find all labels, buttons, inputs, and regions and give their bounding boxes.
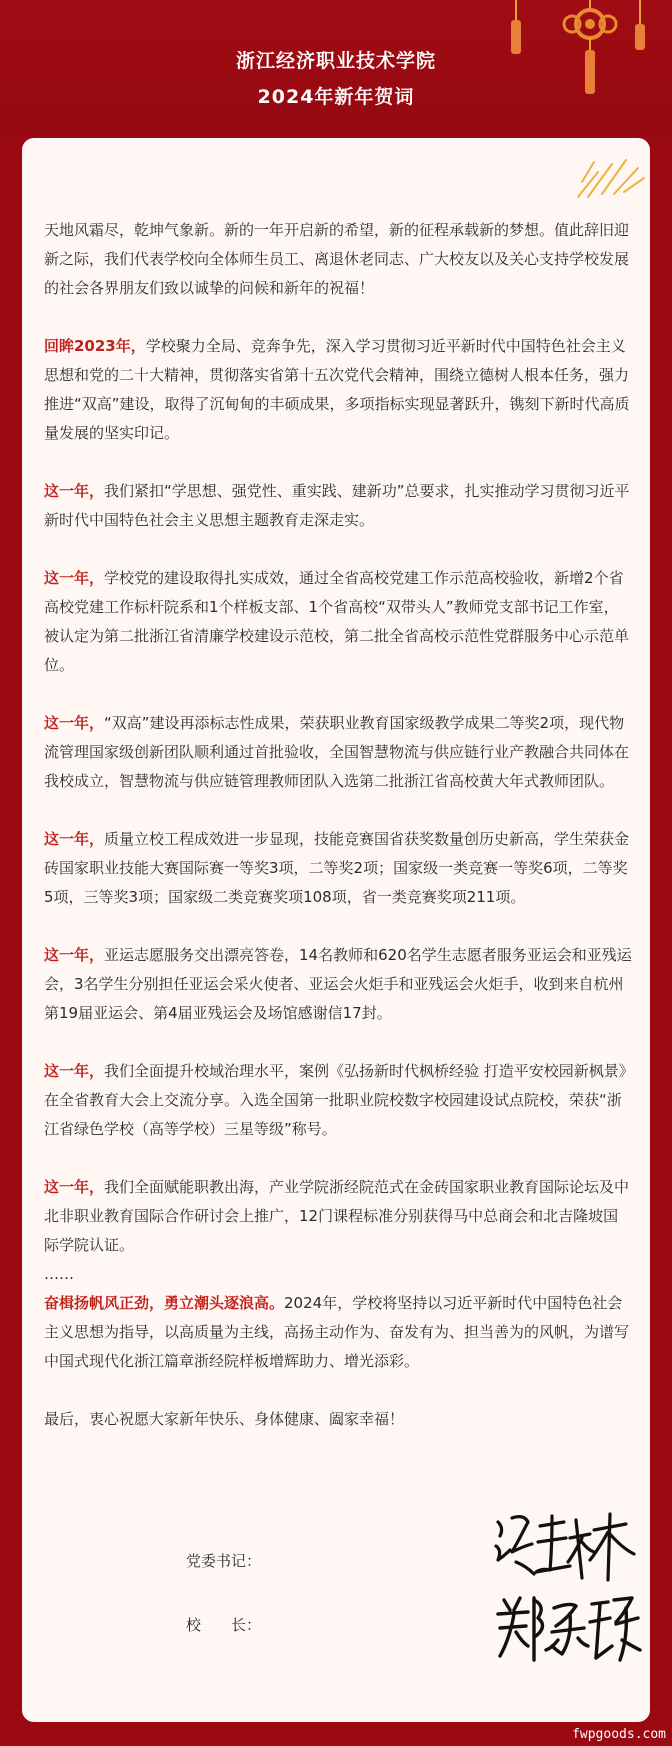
paragraph-wishes: 最后，衷心祝愿大家新年快乐、身体健康、阖家幸福！ — [44, 1410, 405, 1428]
watermark: fwpgoods.com — [572, 1727, 666, 1742]
ellipsis: …… — [44, 1265, 74, 1283]
page-subtitle: 2024年新年贺词 — [257, 86, 415, 108]
party-secretary-label: 党委书记： — [186, 1552, 262, 1570]
page-title: 浙江经济职业技术学院 — [235, 50, 436, 72]
president-signature — [492, 1588, 642, 1668]
party-secretary-signature — [490, 1508, 640, 1586]
paragraph-item: 这一年，“双高”建设再添标志性成果，荣获职业教育国家级教学成果二等奖2项，现代物流管理国家级创新团队顺利通过首批验收，全国智慧物流与供应链行业产教融合共同体在我校成立，智慧物流与供应链管理教师团队入选第二批浙江省高校黄大年式教师团队。 — [44, 714, 630, 790]
paragraph-outlook-2024: 奋楫扬帆风正劲，勇立潮头逐浪高。2024年，学校将坚持以习近平新时代中国特色社会主义思想为指导，以高质量为主线，高扬主动作为、奋发有为、担当善为的风帆，为谱写中国式现代化浙江篇章浙经院样板增辉助力、增光添彩。 — [44, 1294, 630, 1370]
paragraph-item: 这一年，我们全面赋能职教出海，产业学院浙经院范式在金砖国家职业教育国际论坛及中北非职业教育国际合作研讨会上推广，12门课程标准分别获得马中总商会和北吉隆坡国际学院认证。 — [44, 1178, 630, 1254]
paragraph-item: 这一年，我们紧扣“学思想、强党性、重实践、建新功”总要求，扎实推动学习贯彻习近平新时代中国特色社会主义思想主题教育走深走实。 — [44, 482, 630, 529]
paragraph-review-2023: 回眸2023年，学校聚力全局、竞奔争先，深入学习贯彻习近平新时代中国特色社会主义思想和党的二十大精神，贯彻落实省第十五次党代会精神，围绕立德树人根本任务，强力推进“双高”建设，取得了沉甸甸的丰硕成果，多项指标实现显著跃升，镌刻下新时代高质量发展的坚实印记。 — [44, 337, 630, 442]
paragraph-item: 这一年，我们全面提升校域治理水平，案例《弘扬新时代枫桥经验 打造平安校园新枫景》在全省教育大会上交流分享。入选全国第一批职业院校数字校园建设试点院校，荣获“浙江省绿色学校（高等学校）三星等级”称号。 — [44, 1062, 627, 1138]
paragraph-intro: 天地风霜尽，乾坤气象新。新的一年开启新的希望，新的征程承载新的梦想。值此辞旧迎新之际，我们代表学校向全体师生员工、离退休老同志、广大校友以及关心支持学校发展的社会各界朋友们致以诚挚的问候和新年的祝福！ — [44, 221, 630, 297]
greeting-body — [44, 216, 632, 1463]
firework-icon — [568, 142, 648, 202]
greeting-card — [22, 138, 650, 1722]
paragraph-item: 这一年，质量立校工程成效进一步显现，技能竞赛国省获奖数量创历史新高，学生荣获金砖国家职业技能大赛国际赛一等奖3项，二等奖2项；国家级一类竞赛一等奖6项，二等奖5项，三等奖3项；国家级二类竞赛奖项108项，省一类竞赛奖项211项。 — [44, 830, 630, 906]
paragraph-item: 这一年，亚运志愿服务交出漂亮答卷，14名教师和620名学生志愿者服务亚运会和亚残运会，3名学生分别担任亚运会采火使者、亚运会火炬手和亚残运会火炬手，收到来自杭州第19届亚运会、第4届亚残运会及场馆感谢信17封。 — [44, 946, 632, 1022]
president-label: 校 长： — [186, 1616, 262, 1634]
paragraph-item: 这一年，学校党的建设取得扎实成效，通过全省高校党建工作示范高校验收，新增2个省高校党建工作标杆院系和1个样板支部、1个省高校“双带头人”教师党支部书记工作室，被认定为第二批浙江省清廉学校建设示范校，第二批全省高校示范性党群服务中心示范单位。 — [44, 569, 630, 674]
header-banner — [0, 0, 672, 135]
